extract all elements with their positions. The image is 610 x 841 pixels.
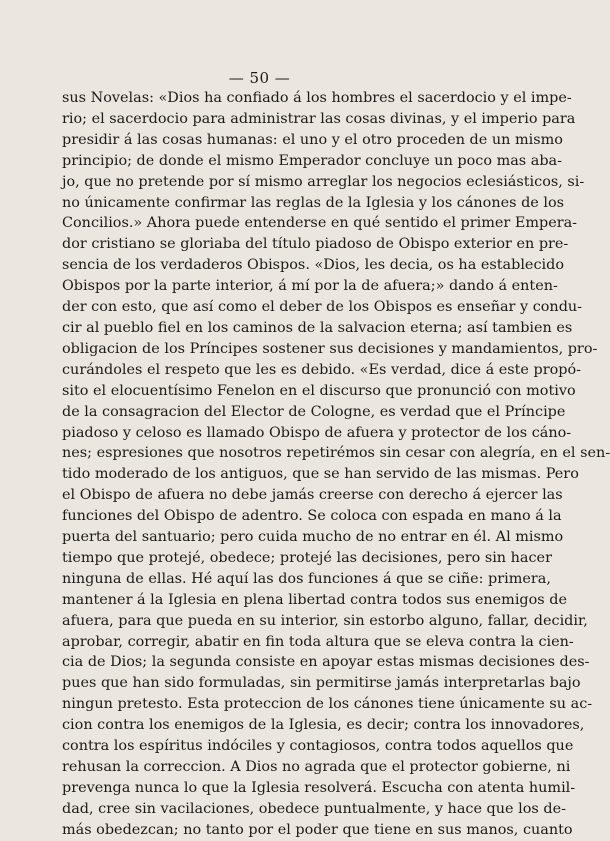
text-line: jo, que no pretende por sí mismo arreglar los negocios eclesiásticos, si- [62,173,585,190]
text-line: prevenga nunca lo que la Iglesia resolverá. Escucha con atenta humil- [62,779,576,796]
text-line: funciones del Obispo de adentro. Se coloca con espada en mano á la [62,508,562,525]
text-line: de la consagracion del Elector de Cologne, es verdad que el Príncipe [62,403,566,420]
text-line: rio; el sacerdocio para administrar las cosas divinas, y el imperio para [62,110,576,127]
text-line: der con esto, que así como el deber de los Obispos es enseñar y condu- [62,299,583,316]
text-line: obligacion de los Príncipes sostener sus decisiones y mandamientos, pro- [62,340,598,357]
text-line: puerta del santuario; pero cuida mucho de no entrar en él. Al mismo [62,529,564,546]
text-line: curándoles el respeto que les es debido. «Es verdad, dice á este propó- [62,361,582,378]
text-line: Obispos por la parte interior, á mí por la de afuera;» dando á enten- [62,278,558,295]
text-line: más obedezcan; no tanto por el poder que tiene en sus manos, cuanto [62,821,573,838]
text-line: tido moderado de los antiguos, que se han servido de las mismas. Pero [62,466,579,483]
text-line: tiempo que protejé, obedece; protejé las decisiones, pero sin hacer [62,549,552,566]
text-line: rehusan la correccion. A Dios no agrada que el protector gobierne, ni [62,759,571,775]
text-line: mantener á la Iglesia en plena libertad contra todos sus enemigos de [62,591,567,608]
page-number: — 50 — [228,69,291,87]
text-line: presidir á las cosas humanas: el uno y el otro proceden de un mismo [62,131,563,148]
text-line: contra los espíritus indóciles y contagiosos, contra todos aquellos que [62,738,574,755]
text-line: ningun pretesto. Esta proteccion de los cánones tiene únicamente su ac- [62,696,593,713]
text-line: principio; de donde el mismo Emperador concluye un poco mas aba- [62,152,562,169]
text-line: cir al pueblo fiel en los caminos de la salvacion eterna; así tambien es [62,319,573,336]
text-line: piadoso y celoso es llamado Obispo de afuera y protector de los cáno- [62,424,572,441]
text-line: dor cristiano se gloriaba del título piadoso de Obispo exterior en pre- [62,236,569,253]
text-line: afuera, para que pueda en su interior, sin estorbo alguno, fallar, decidir, [62,612,588,629]
text-line: no únicamente confirmar las reglas de la Iglesia y los cánones de los [62,194,565,211]
text-line: cion contra los enemigos de la Iglesia, es decir; contra los innovadores, [62,717,585,734]
text-line: sus Novelas: «Dios ha confiado á los hombres el sacerdocio y el impe- [62,90,572,106]
text-line: cia de Dios; la segunda consiste en apoyar estas mismas decisiones des- [62,654,590,671]
text-line: aprobar, corregir, abatir en fin toda altura que se eleva contra la cien- [62,633,574,650]
text-line: nes; espresiones que nosotros repetirémos sin cesar con alegría, en el sen- [62,445,610,462]
text-line: ninguna de ellas. Hé aquí las dos funciones á que se ciñe: primera, [62,570,551,587]
text-line: sito el elocuentísimo Fenelon en el discurso que pronunció con motivo [62,382,576,399]
text-line: sencia de los verdaderos Obispos. «Dios, les decia, os ha establecido [62,257,564,274]
text-line: dad, cree sin vacilaciones, obedece puntualmente, y hace que los de- [62,800,566,817]
text-line: Concilios.» Ahora puede entenderse en qué sentido el primer Empera- [62,215,578,232]
text-line: pues que han sido formuladas, sin permitirse jamás interpretarlas bajo [62,675,581,692]
text-line: el Obispo de afuera no debe jamás creerse con derecho á ejercer las [62,487,563,504]
body-text [62,88,610,841]
